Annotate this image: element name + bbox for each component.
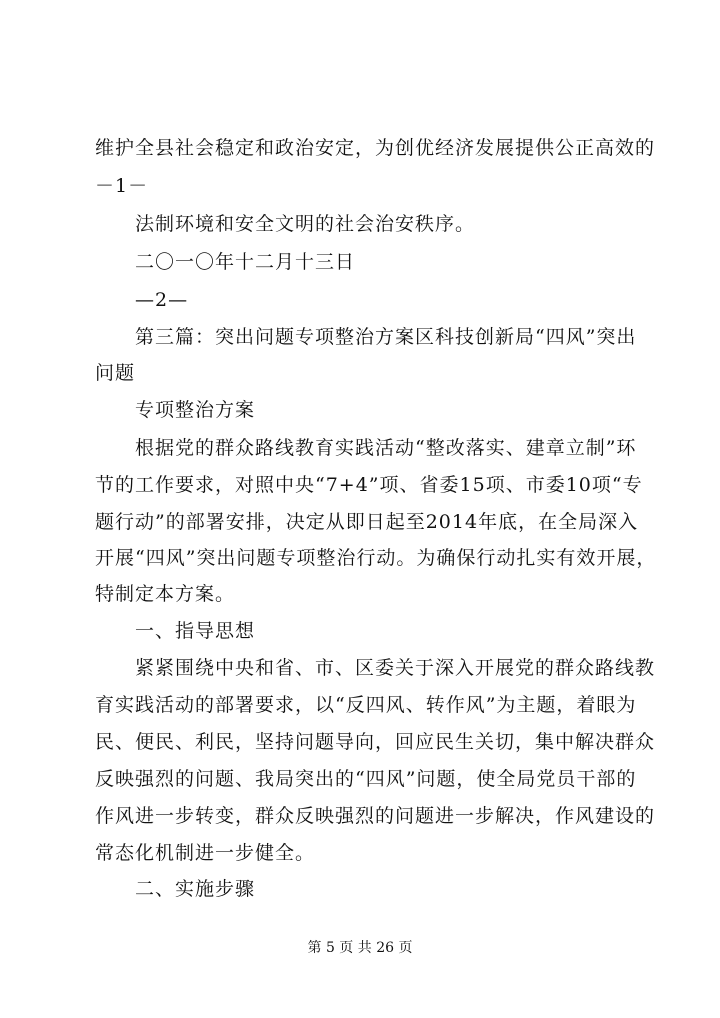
- paragraph-2-line-1: 紧紧围绕中央和省、市、区委关于深入开展党的群众路线教: [135, 657, 656, 679]
- paragraph-2-line-2: 育实践活动的部署要求，以“反四风、转作风”为主题，着眼为: [95, 694, 637, 716]
- section-title-line-2: 问题: [95, 362, 136, 384]
- paragraph-1-line-1: 根据党的群众路线教育实践活动“整改落实、建章立制”环: [135, 437, 637, 459]
- paragraph-2-line-3: 民、便民、利民，坚持问题导向，回应民生关切，集中解决群众: [95, 731, 656, 753]
- paragraph-2-line-6: 常态化机制进一步健全。: [95, 842, 316, 864]
- heading-implementation-steps: 二、实施步骤: [135, 878, 256, 900]
- page-footer: 第 5 页 共 26 页: [307, 940, 413, 956]
- page-number-marker-1: －1－: [95, 175, 149, 197]
- section-title-line-1: 第三篇：突出问题专项整治方案区科技创新局“四风”突出: [135, 326, 637, 348]
- subtitle-line: 专项整治方案: [135, 399, 256, 421]
- paragraph-1-line-5: 特制定本方案。: [95, 583, 236, 605]
- date-line: 二〇一〇年十二月十三日: [135, 251, 356, 273]
- page-number-marker-2: —2—: [135, 289, 189, 311]
- text-line-3: 法制环境和安全文明的社会治安秩序。: [135, 213, 476, 235]
- heading-guiding-thought: 一、指导思想: [135, 620, 256, 642]
- paragraph-2-line-4: 反映强烈的问题、我局突出的“四风”问题，使全局党员干部的: [95, 768, 637, 790]
- paragraph-1-line-2: 节的工作要求，对照中央“7+4”项、省委15项、市委10项“专: [95, 474, 643, 496]
- text-line-1: 维护全县社会稳定和政治安定，为创优经济发展提供公正高效的: [95, 137, 656, 159]
- paragraph-1-line-3: 题行动”的部署安排，决定从即日起至2014年底，在全局深入: [95, 511, 639, 533]
- paragraph-1-line-4: 开展“四风”突出问题专项整治行动。为确保行动扎实有效开展，: [95, 547, 657, 569]
- paragraph-2-line-5: 作风进一步转变，群众反映强烈的问题进一步解决，作风建设的: [95, 805, 656, 827]
